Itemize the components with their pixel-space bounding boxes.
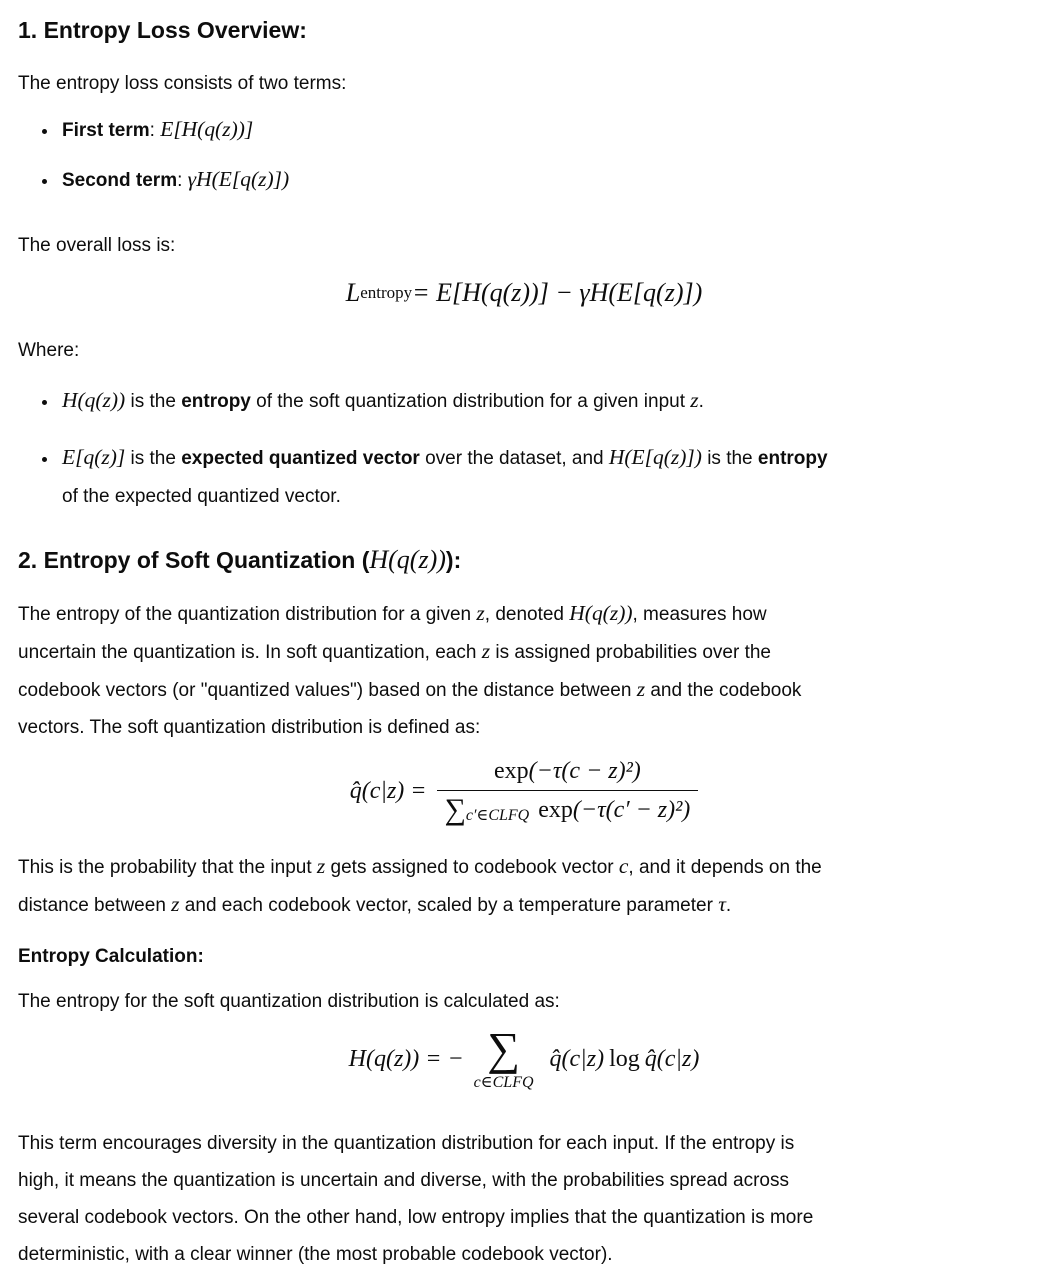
log-function: log [609,1046,640,1072]
big-sum [473,1023,534,1091]
heading-entropy-loss-overview: 1. Entropy Loss Overview: [18,17,307,43]
term-bullet-list [18,113,1030,197]
soft-quantization-paragraph: The entropy of the quantization distribution for a given z, denoted H(q(z)), measures how uncertain the quantization is. In soft quantization, each z is assigned probabilities over the codebook vectors (or "quantized values") based on the distance between z and the codebook vectors. The soft quantization distribution is defined as: [18,601,802,738]
list-item-second-term: • Second term: γH(E[q(z)]) [59,163,1030,197]
exp-function: exp [538,797,573,823]
numerator-expression: (−τ(c − z)²) [528,758,641,784]
qhat-term: q̂(c|z) [549,1046,605,1072]
sum-limits: c∈CLFQ [473,1074,534,1091]
entropy-calculation-label: Entropy Calculation: [18,946,204,967]
heading-entropy-soft-quantization: 2. Entropy of Soft Quantization (H(q(z))): [18,545,462,574]
fraction [437,758,699,824]
denominator-expression: (−τ(c′ − z)²) [572,797,691,823]
equation-entropy-calculation [18,1023,1030,1091]
fraction-denominator [437,790,699,824]
equation-entropy-loss [18,278,1030,308]
list-item-expected-vector-definition: • E[q(z)] is the expected quantized vector over the dataset, and H(E[q(z)]) is the entropy of the expected quantized vector. [59,438,1030,516]
equation-soft-quantization [18,758,1030,824]
where-label: Where: [18,340,80,361]
sum-subscript: c′∈CLFQ [465,807,530,824]
closing-paragraph: This term encourages diversity in the quantization distribution for each input. If the entropy is high, it means the quantization is uncertain and diverse, with the probabilities spread across several codebook vectors. On the other hand, low entropy implies that the quantization is more deterministic, with a clear winner (the most probable codebook vector). [18,1133,814,1265]
equation-lhs-symbol: L [345,278,361,307]
list-item-first-term: • First term: E[H(q(z))] [59,113,1030,147]
qhat-lhs: q̂(c|z) = [349,777,427,804]
equation-subscript: entropy [360,283,413,302]
where-bullet-list [18,381,1030,516]
equation-rhs: = E[H(q(z))] − γH(E[q(z)]) [412,278,703,307]
entropy-lhs: H(q(z)) = − [348,1046,464,1072]
sum-symbol: ∑ [444,793,466,826]
sigma-symbol: ∑ [487,1023,520,1074]
fraction-numerator [437,758,699,790]
entropy-calculation-intro: The entropy for the soft quantization distribution is calculated as: [18,991,560,1012]
probability-paragraph: This is the probability that the input z gets assigned to codebook vector c, and it depends on the distance between z and each codebook vector, scaled by a temperature parameter τ. [18,854,822,916]
exp-function: exp [493,758,529,784]
intro-paragraph: The entropy loss consists of two terms: [18,73,347,94]
qhat-term: q̂(c|z) [644,1046,700,1072]
list-item-entropy-definition: • H(q(z)) is the entropy of the soft quantization distribution for a given input z. [59,381,1030,421]
overall-loss-label: The overall loss is: [18,235,176,256]
